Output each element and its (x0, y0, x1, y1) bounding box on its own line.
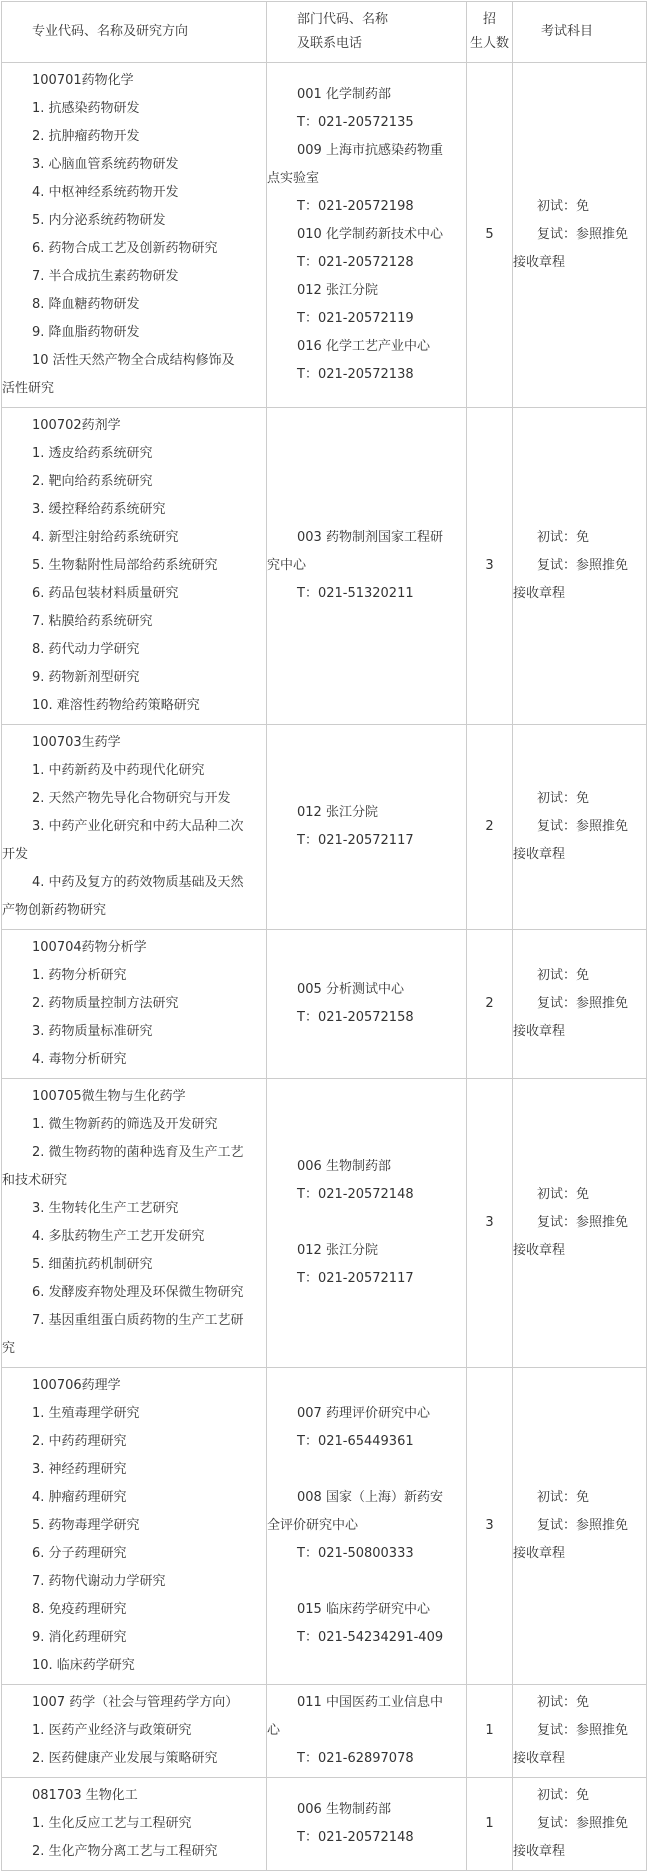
major-title: 100705微生物与生化药学 (32, 1089, 186, 1104)
table-row (2, 408, 647, 725)
major-cell (2, 1778, 267, 1871)
enrollment-table (1, 1, 647, 1871)
major-cell (2, 63, 267, 408)
exam-subjects-cell (513, 930, 647, 1079)
enrollment-count: 2 (467, 725, 513, 930)
research-direction: 5. 细菌抗药机制研究 (32, 1257, 153, 1272)
research-direction: 8. 免疫药理研究 (32, 1602, 127, 1617)
research-direction: 6. 发酵废弃物处理及环保微生物研究 (32, 1285, 244, 1300)
major-title: 1007 药学（社会与管理药学方向） (32, 1695, 239, 1710)
research-direction: 7. 半合成抗生素药物研发 (32, 269, 179, 284)
research-direction: 1. 医药产业经济与政策研究 (32, 1723, 192, 1738)
department-phone: T：021-20572148 (297, 1187, 414, 1202)
research-direction: 活性研究 (2, 381, 55, 396)
research-direction: 9. 药物新剂型研究 (32, 670, 140, 685)
research-direction: 产物创新药物研究 (2, 903, 107, 918)
major-title: 100701药物化学 (32, 73, 134, 88)
enrollment-count: 3 (467, 1079, 513, 1368)
major-title: 100704药物分析学 (32, 940, 147, 955)
major-title: 100702药剂学 (32, 418, 121, 433)
major-title: 100706药理学 (32, 1378, 121, 1393)
table-row (2, 725, 647, 930)
department-phone: T：021-65449361 (297, 1434, 414, 1449)
research-direction: 7. 基因重组蛋白质药物的生产工艺研 (32, 1313, 244, 1328)
department-cell (267, 1079, 467, 1368)
exam-initial: 初试：免 (537, 1788, 590, 1803)
exam-retest2: 接收章程 (513, 1751, 566, 1766)
research-direction: 2. 天然产物先导化合物研究与开发 (32, 791, 231, 806)
exam-retest2: 接收章程 (513, 847, 566, 862)
research-direction: 4. 毒物分析研究 (32, 1052, 127, 1067)
enrollment-count: 3 (467, 1368, 513, 1685)
research-direction: 3. 药物质量标准研究 (32, 1024, 153, 1039)
department-phone: T：021-20572138 (297, 367, 414, 382)
table-row (2, 1368, 647, 1685)
department-name: 001 化学制药部 (297, 87, 391, 102)
research-direction: 1. 中药新药及中药现代化研究 (32, 763, 205, 778)
research-direction: 10. 临床药学研究 (32, 1658, 135, 1673)
department-name (267, 1456, 466, 1484)
exam-retest2: 接收章程 (513, 586, 566, 601)
research-direction: 4. 肿瘤药理研究 (32, 1490, 127, 1505)
exam-subjects-cell (513, 63, 647, 408)
research-direction: 1. 生化反应工艺与工程研究 (32, 1816, 192, 1831)
major-title: 100703生药学 (32, 735, 121, 750)
research-direction: 8. 降血糖药物研发 (32, 297, 140, 312)
table-row (2, 1685, 647, 1778)
department-name: 009 上海市抗感染药物重 (297, 143, 443, 158)
department-name: 012 张江分院 (297, 805, 378, 820)
department-name (267, 1568, 466, 1596)
research-direction: 1. 药物分析研究 (32, 968, 127, 983)
department-phone: T：021-20572128 (297, 255, 414, 270)
department-phone: T：021-51320211 (297, 586, 414, 601)
research-direction: 6. 分子药理研究 (32, 1546, 127, 1561)
table-row (2, 1778, 647, 1871)
research-direction: 1. 透皮给药系统研究 (32, 446, 153, 461)
department-cell (267, 930, 467, 1079)
department-cell (267, 1368, 467, 1685)
research-direction: 和技术研究 (2, 1173, 68, 1188)
exam-retest1: 复试：参照推免 (537, 819, 629, 834)
research-direction: 2. 抗肿瘤药物开发 (32, 129, 140, 144)
department-name: 015 临床药学研究中心 (297, 1602, 430, 1617)
research-direction: 7. 粘膜给药系统研究 (32, 614, 153, 629)
department-name: 007 药理评价研究中心 (297, 1406, 430, 1421)
research-direction: 10 活性天然产物全合成结构修饰及 (32, 353, 235, 368)
research-direction: 1. 生殖毒理学研究 (32, 1406, 140, 1421)
exam-retest1: 复试：参照推免 (537, 1816, 629, 1831)
department-name: 003 药物制剂国家工程研 (297, 530, 443, 545)
exam-retest1: 复试：参照推免 (537, 996, 629, 1011)
major-cell (2, 930, 267, 1079)
department-phone: T：021-20572117 (297, 1271, 414, 1286)
department-name: 005 分析测试中心 (297, 982, 404, 997)
research-direction: 7. 药物代谢动力学研究 (32, 1574, 166, 1589)
research-direction: 3. 中药产业化研究和中药大品种二次 (32, 819, 244, 834)
header-row (2, 2, 647, 63)
exam-retest2: 接收章程 (513, 1844, 566, 1859)
enrollment-count: 1 (467, 1685, 513, 1778)
department-cell (267, 725, 467, 930)
major-cell (2, 725, 267, 930)
exam-initial: 初试：免 (537, 199, 590, 214)
exam-retest2: 接收章程 (513, 1243, 566, 1258)
research-direction: 8. 药代动力学研究 (32, 642, 140, 657)
research-direction: 5. 药物毒理学研究 (32, 1518, 140, 1533)
research-direction: 5. 内分泌系统药物研发 (32, 213, 166, 228)
exam-subjects-cell (513, 1368, 647, 1685)
exam-retest1: 复试：参照推免 (537, 1723, 629, 1738)
research-direction: 3. 心脑血管系统药物研发 (32, 157, 179, 172)
table-row (2, 930, 647, 1079)
research-direction: 4. 中枢神经系统药物开发 (32, 185, 179, 200)
exam-initial: 初试：免 (537, 1490, 590, 1505)
research-direction: 10. 难溶性药物给药策略研究 (32, 698, 200, 713)
exam-retest1: 复试：参照推免 (537, 1518, 629, 1533)
research-direction: 1. 抗感染药物研发 (32, 101, 140, 116)
department-cell (267, 63, 467, 408)
department-phone: T：021-20572135 (297, 115, 414, 130)
exam-initial: 初试：免 (537, 1695, 590, 1710)
department-cell (267, 1685, 467, 1778)
exam-retest2: 接收章程 (513, 1024, 566, 1039)
department-cell (267, 408, 467, 725)
header-major: 专业代码、名称及研究方向 (2, 2, 267, 63)
exam-initial: 初试：免 (537, 530, 590, 545)
research-direction: 1. 微生物新药的筛选及开发研究 (32, 1117, 218, 1132)
exam-subjects-cell (513, 1079, 647, 1368)
exam-retest2: 接收章程 (513, 1546, 566, 1561)
exam-retest1: 复试：参照推免 (537, 558, 629, 573)
department-name: 012 张江分院 (297, 1243, 378, 1258)
exam-subjects-cell (513, 725, 647, 930)
major-cell (2, 1368, 267, 1685)
department-phone: T：021-20572198 (297, 199, 414, 214)
enrollment-count: 5 (467, 63, 513, 408)
department-name: 008 国家（上海）新药安 (297, 1490, 443, 1505)
exam-initial: 初试：免 (537, 791, 590, 806)
research-direction: 4. 新型注射给药系统研究 (32, 530, 179, 545)
enrollment-count: 1 (467, 1778, 513, 1871)
research-direction: 9. 降血脂药物研发 (32, 325, 140, 340)
department-name: 010 化学制药新技术中心 (297, 227, 443, 242)
research-direction: 3. 缓控释给药系统研究 (32, 502, 166, 517)
research-direction: 2. 中药药理研究 (32, 1434, 127, 1449)
department-name: 012 张江分院 (297, 283, 378, 298)
research-direction: 2. 生化产物分离工艺与工程研究 (32, 1844, 218, 1859)
header-department: 部门代码、名称 及联系电话 (267, 2, 467, 63)
research-direction: 2. 医药健康产业发展与策略研究 (32, 1751, 218, 1766)
exam-retest2: 接收章程 (513, 255, 566, 270)
research-direction: 2. 微生物药物的菌种选育及生产工艺 (32, 1145, 244, 1160)
department-name: 全评价研究中心 (267, 1518, 359, 1533)
department-phone: T：021-54234291-409 (297, 1630, 444, 1645)
department-name: 006 生物制药部 (297, 1802, 391, 1817)
research-direction: 9. 消化药理研究 (32, 1630, 127, 1645)
research-direction: 3. 生物转化生产工艺研究 (32, 1201, 179, 1216)
research-direction: 2. 靶向给药系统研究 (32, 474, 153, 489)
research-direction: 5. 生物黏附性局部给药系统研究 (32, 558, 218, 573)
table-row (2, 1079, 647, 1368)
header-enrollment-count: 招 生人数 (467, 2, 513, 63)
exam-subjects-cell (513, 1778, 647, 1871)
research-direction: 4. 中药及复方的药效物质基础及天然 (32, 875, 244, 890)
research-direction: 究 (2, 1341, 16, 1356)
table-row (2, 63, 647, 408)
department-phone: T：021-20572117 (297, 833, 414, 848)
exam-initial: 初试：免 (537, 1187, 590, 1202)
research-direction: 3. 神经药理研究 (32, 1462, 127, 1477)
research-direction: 6. 药物合成工艺及创新药物研究 (32, 241, 218, 256)
major-cell (2, 1079, 267, 1368)
research-direction: 4. 多肽药物生产工艺开发研究 (32, 1229, 205, 1244)
exam-retest1: 复试：参照推免 (537, 1215, 629, 1230)
major-cell (2, 1685, 267, 1778)
exam-retest1: 复试：参照推免 (537, 227, 629, 242)
department-cell (267, 1778, 467, 1871)
department-name (267, 1209, 466, 1237)
department-name: 016 化学工艺产业中心 (297, 339, 430, 354)
department-name: 心 (267, 1723, 281, 1738)
exam-subjects-cell (513, 1685, 647, 1778)
department-phone: T：021-62897078 (297, 1751, 414, 1766)
department-name: 006 生物制药部 (297, 1159, 391, 1174)
department-name: 011 中国医药工业信息中 (297, 1695, 443, 1710)
department-phone: T：021-50800333 (297, 1546, 414, 1561)
department-phone: T：021-20572158 (297, 1010, 414, 1025)
research-direction: 开发 (2, 847, 29, 862)
exam-subjects-cell (513, 408, 647, 725)
department-name: 究中心 (267, 558, 307, 573)
research-direction: 2. 药物质量控制方法研究 (32, 996, 179, 1011)
exam-initial: 初试：免 (537, 968, 590, 983)
department-phone: T：021-20572148 (297, 1830, 414, 1845)
enrollment-count: 3 (467, 408, 513, 725)
header-exam-subjects: 考试科目 (513, 2, 647, 63)
major-title: 081703 生物化工 (32, 1788, 138, 1803)
department-name: 点实验室 (267, 171, 320, 186)
major-cell (2, 408, 267, 725)
enrollment-count: 2 (467, 930, 513, 1079)
research-direction: 6. 药品包装材料质量研究 (32, 586, 179, 601)
department-phone: T：021-20572119 (297, 311, 414, 326)
